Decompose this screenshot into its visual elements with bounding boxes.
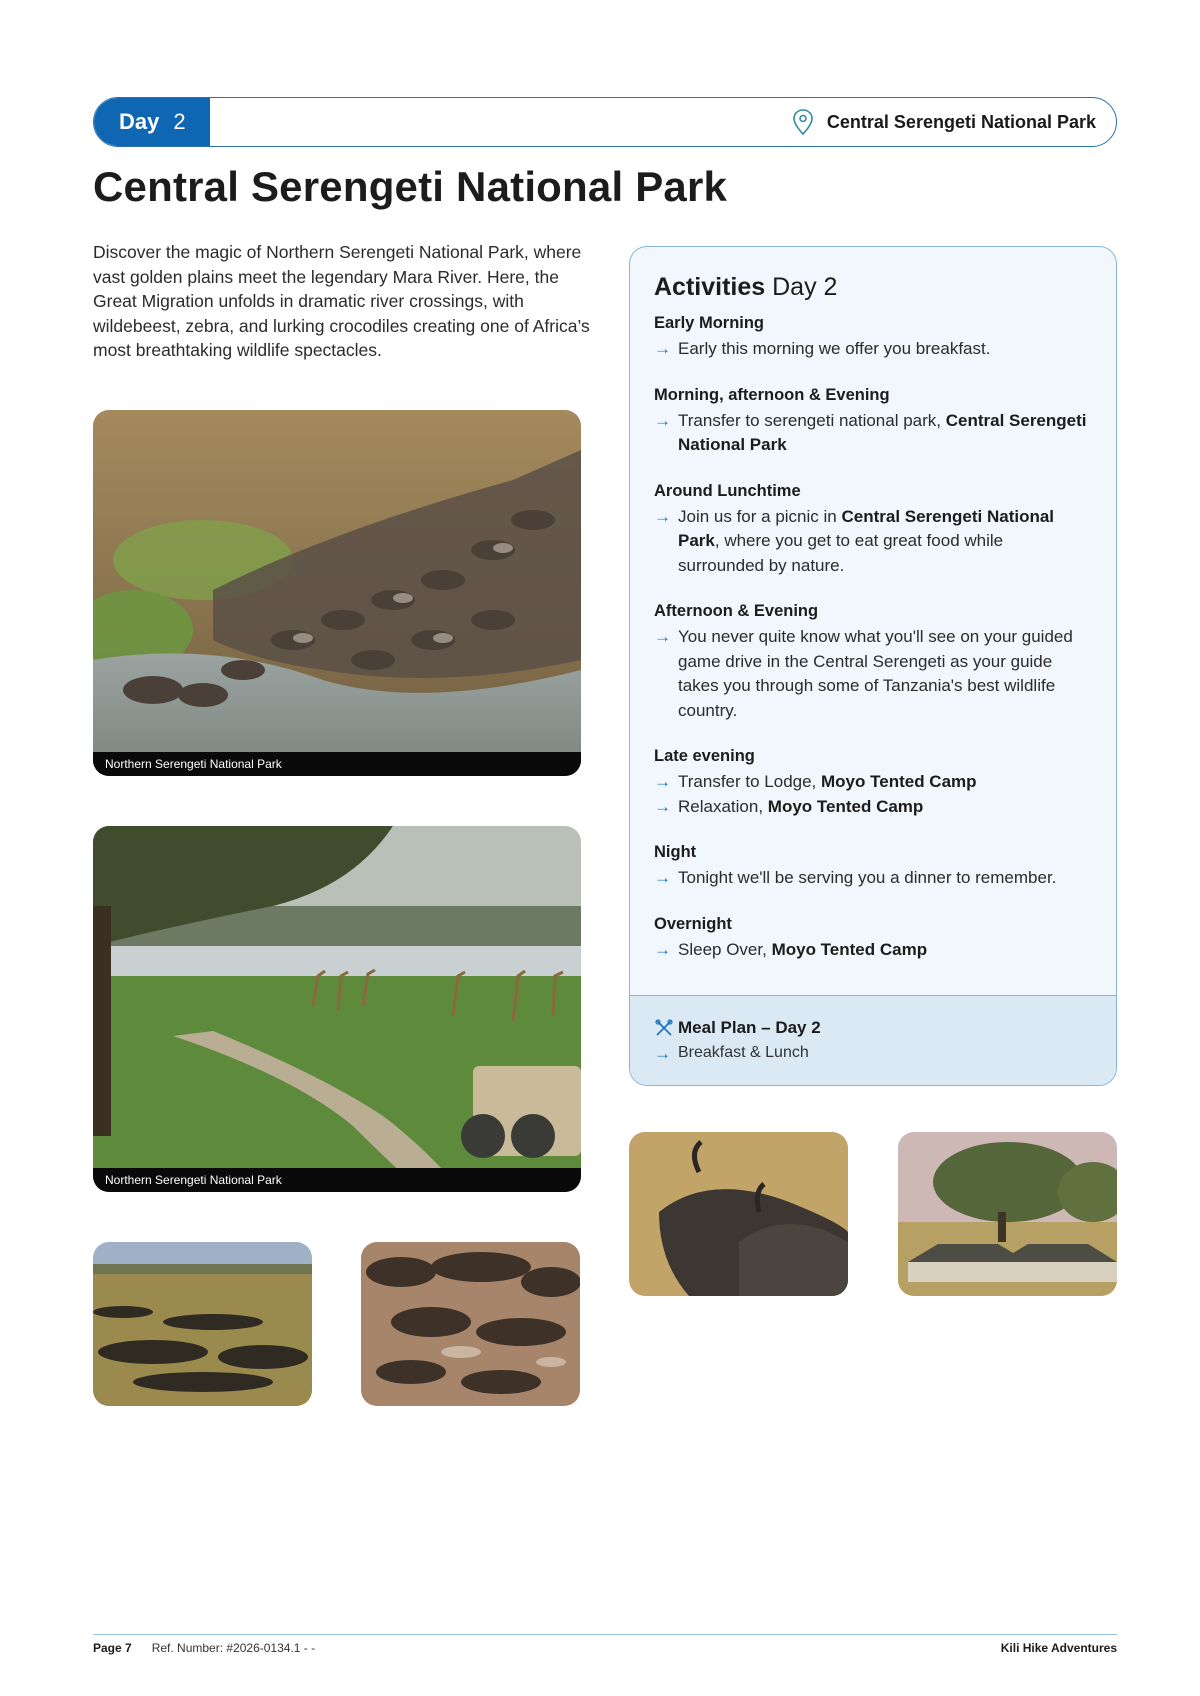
activity-text: You never quite know what you'll see on your guided game drive in the Central Serengeti as your guide takes you through some of Tanzania's best wildlife country. xyxy=(678,627,1073,720)
slot-morning-afternoon-evening xyxy=(654,386,1092,458)
meal-item-text: Breakfast & Lunch xyxy=(678,1044,809,1061)
slot-overnight xyxy=(654,915,1092,963)
activity-text-plain: Relaxation, xyxy=(678,796,768,816)
arrow-right-icon: → xyxy=(654,627,671,646)
activity-item xyxy=(654,795,1092,820)
activity-item xyxy=(654,866,1092,891)
day-label: Day xyxy=(119,109,160,134)
slot-name: Morning, afternoon & Evening xyxy=(654,385,890,404)
activity-text: Early this morning we offer you breakfast. xyxy=(678,339,991,358)
arrow-right-icon: → xyxy=(654,506,671,526)
activities-title-bold: Activities xyxy=(654,273,766,301)
photo-herd-plains xyxy=(93,1242,312,1406)
meal-item xyxy=(654,1044,1092,1064)
activity-text-bold: Moyo Tented Camp xyxy=(767,796,924,816)
activity-text xyxy=(678,795,923,820)
photo-wildebeest-closeup xyxy=(629,1132,848,1296)
slot-early-morning xyxy=(654,314,1092,362)
activities-title-day: Day 2 xyxy=(765,273,838,301)
page-title: Central Serengeti National Park xyxy=(93,163,728,210)
footer xyxy=(93,1641,1117,1655)
activity-text xyxy=(678,409,1092,458)
slot-afternoon-evening xyxy=(654,602,1092,723)
day-number: 2 xyxy=(173,109,186,134)
photo-herd-crossing xyxy=(361,1242,580,1406)
tented-camp-image xyxy=(898,1132,1117,1296)
slot-name: Late evening xyxy=(654,747,755,765)
arrow-right-icon: → xyxy=(654,410,671,430)
giraffes-image xyxy=(93,826,581,1192)
location-text: Central Serengeti National Park xyxy=(826,111,1096,132)
activity-text-bold: Central Serengeti National Park xyxy=(678,410,1087,454)
activity-item xyxy=(654,409,1092,458)
photo-giraffes xyxy=(93,826,581,1192)
activity-item xyxy=(654,625,1092,723)
day-location xyxy=(791,108,1116,136)
brand-name: Kili Hike Adventures xyxy=(1000,1641,1117,1655)
meal-plan-title xyxy=(654,1018,1092,1038)
activity-text-plain: Join us for a picnic in xyxy=(678,506,842,526)
arrow-right-icon: → xyxy=(654,868,671,887)
cutlery-icon xyxy=(654,1018,674,1038)
intro-paragraph: Discover the magic of Northern Serengeti National Park, where vast golden plains meet the legendary Mara River. Here, the Great Migration unfolds in dramatic river crossings, with wildebeest, zebra, and lurking crocodiles creating one of Africa’s most breathtaking wildlife spectacles. xyxy=(93,242,590,360)
slot-name: Around Lunchtime xyxy=(654,481,801,500)
arrow-right-icon: → xyxy=(654,339,671,358)
herd-crossing-image xyxy=(361,1242,580,1406)
activity-text-plain: , where you get to eat great food while surrounded by nature. xyxy=(678,531,1004,575)
reference-number: Ref. Number: #2026-0134.1 - - xyxy=(151,1641,316,1655)
activity-text xyxy=(678,770,977,795)
river-crossing-image xyxy=(93,410,581,776)
slot-late-evening xyxy=(654,747,1092,819)
slot-name: Night xyxy=(654,843,697,861)
wildebeest-closeup-image xyxy=(629,1132,848,1296)
slot-around-lunchtime xyxy=(654,482,1092,579)
slot-name: Overnight xyxy=(654,914,732,933)
activity-text xyxy=(678,505,1092,579)
activity-text-plain: Sleep Over, xyxy=(678,939,772,959)
activity-text: Tonight we'll be serving you a dinner to remember. xyxy=(678,868,1057,887)
page-number: Page 7 xyxy=(93,1641,132,1655)
activities-title xyxy=(654,273,1092,302)
activity-text-bold: Moyo Tented Camp xyxy=(771,939,928,959)
photo-tented-camp xyxy=(898,1132,1117,1296)
photo-river-crossing xyxy=(93,410,581,776)
activity-text-plain: Transfer to serengeti national park, xyxy=(678,410,946,430)
day-badge xyxy=(94,98,210,146)
activity-item xyxy=(654,505,1092,579)
arrow-right-icon: → xyxy=(654,796,671,816)
activity-item xyxy=(654,337,1092,362)
slot-name: Early Morning xyxy=(654,314,765,332)
herd-plains-image xyxy=(93,1242,312,1406)
activity-text-bold: Moyo Tented Camp xyxy=(821,772,977,791)
day-header-bar xyxy=(93,97,1117,147)
photo-caption: Northern Serengeti National Park xyxy=(93,752,581,776)
activity-item xyxy=(654,938,1092,963)
meal-plan-title-text: Meal Plan – Day 2 xyxy=(678,1018,821,1037)
map-pin-icon xyxy=(791,108,815,136)
arrow-right-icon: → xyxy=(654,939,671,959)
photo-caption: Northern Serengeti National Park xyxy=(93,1168,581,1192)
arrow-right-icon: → xyxy=(654,1044,671,1063)
activity-item xyxy=(654,770,1092,795)
activity-text-plain: Transfer to Lodge, xyxy=(678,772,822,791)
activity-text-bold: Central Serengeti National Park xyxy=(678,506,1055,550)
activity-text xyxy=(678,938,927,963)
footer-divider xyxy=(93,1634,1117,1635)
arrow-right-icon: → xyxy=(654,772,671,791)
activities-card xyxy=(629,246,1117,1086)
meal-plan-section xyxy=(630,995,1116,1085)
slot-night xyxy=(654,843,1092,891)
slot-name: Afternoon & Evening xyxy=(654,602,819,620)
